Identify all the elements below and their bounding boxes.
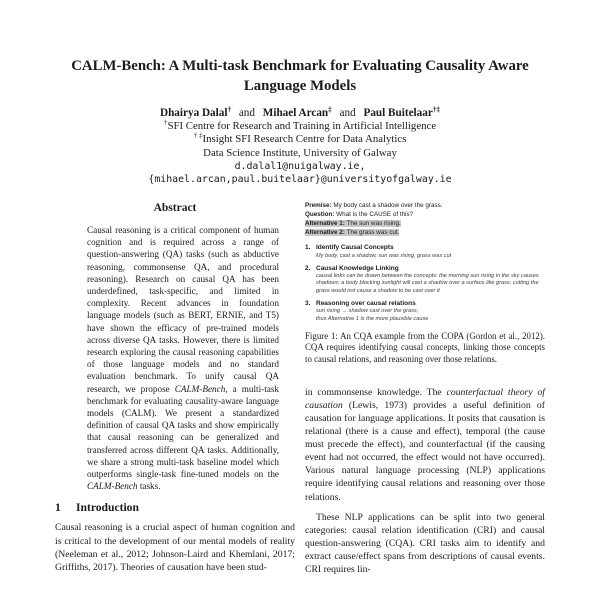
affiliation-1: †SFI Centre for Research and Training in Artificial Intelligence xyxy=(163,118,437,132)
paper-title xyxy=(50,57,550,96)
abstract-heading: Abstract xyxy=(153,202,197,214)
figure-question-line: Question: What is the CAUSE of this? xyxy=(305,211,414,218)
figure-steps-list xyxy=(305,244,545,323)
author-3-affiliation-marker: †‡ xyxy=(432,105,440,114)
figure-step-3: 3. Reasoning over causal relations sun rising → shadow cast over the grass, thus Alternative 1 is the more plausible cause xyxy=(305,299,429,322)
body-paragraph-1: in commonsense knowledge. The counterfactual theory of causation (Lewis, 1973) provides a useful definition of causation for language applications. It posits that causation is relational (there is a cause and effect), temporal (the cause must precede the effect), and counterfactual (if the causing event had not occurred, the effect would not have occurred). Various natural language processing (NLP) applications require identifying causal relations and reasoning over those relations. xyxy=(305,386,545,503)
affiliation-2: † ‡Insight SFI Research Centre for Data Analytics xyxy=(193,131,407,146)
author-separator: and xyxy=(339,107,356,119)
title-line-1: CALM-Bench: A Multi-task Benchmark for Evaluating Causality Aware xyxy=(71,58,529,74)
section-number: 1 xyxy=(55,501,61,515)
step-2-title: Causal Knowledge Linking xyxy=(316,264,399,272)
title-line-2: Language Models xyxy=(243,77,357,94)
step-3-detail-line-1: sun rising → shadow cast over the grass, xyxy=(316,308,419,315)
step-2-detail: causal links can be drawn between the concepts: the morning sun rising in the sky causes shadows; a body blocking sunlight will cast a shadow over a surface like grass; cutting the grass would not cause a shadow to be cast over it xyxy=(316,273,539,294)
right-column xyxy=(305,196,545,576)
figure-alternative-1-line: Alternative 1: The sun was rising. xyxy=(305,220,401,227)
section-1-heading xyxy=(55,501,295,514)
step-3-detail-line-2: thus Alternative 1 is the more plausible cause xyxy=(316,315,429,322)
right-column-body xyxy=(305,386,545,576)
author-name-2: Mihael Arcan‡ xyxy=(262,105,332,119)
author-1-affiliation-marker: † xyxy=(227,105,232,114)
paper-header xyxy=(50,57,550,186)
step-1-detail: My body, cast a shadow, sun was rising, grass was cut xyxy=(316,252,452,259)
body-paragraph-2: These NLP applications can be split into two general categories: causal relation identification (CRI) and causal question-answering (CQA). CRI tasks aim to identify and extract cause/effect spans from descriptions of causal events. CRI requires lin- xyxy=(305,511,545,576)
affiliations-block xyxy=(50,120,550,160)
author-2-affiliation-marker: ‡ xyxy=(328,105,332,114)
affiliation-3: Data Science Institute, University of Galway xyxy=(203,146,397,159)
authors-line xyxy=(50,107,550,119)
figure-premise-line: Premise: My body cast a shadow over the grass. xyxy=(305,202,443,209)
author-name-3: Paul Buitelaar†‡ xyxy=(363,105,440,119)
author-separator: and xyxy=(238,107,255,119)
intro-paragraph: Causal reasoning is a crucial aspect of human cognition and is critical to the development of our mental models of reality (Neeleman et al., 2012; Johnson-Laird and Khemlani, 2017; Griffiths, 2017). Theories of causation have been stud- xyxy=(55,522,295,573)
email-line-2: {mihael.arcan,paul.buitelaar}@universityofgalway.ie xyxy=(148,173,452,185)
figure-step-1: 1. Identify Causal Concepts My body, cast a shadow, sun was rising, grass was cut xyxy=(305,244,452,259)
left-column xyxy=(55,196,295,574)
step-3-title: Reasoning over causal relations xyxy=(316,299,416,307)
step-1-title: Identify Causal Concepts xyxy=(316,244,394,251)
author-name-1: Dhairya Dalal† xyxy=(160,105,232,119)
figure-step-2: 2. Causal Knowledge Linking causal links can be drawn between the concepts: the morning sun rising in the sky causes shadows; a body blocking sunlight will cast a shadow over a surface like grass; cutting the grass would not cause a shadow to be cast over it xyxy=(305,265,545,295)
figure-1 xyxy=(305,201,545,323)
figure-1-caption: Figure 1: An CQA example from the COPA (Gordon et al., 2012). CQA requires identifying causal concepts, linking those concepts to causal relations, and reasoning over those relations. xyxy=(305,330,545,365)
figure-alternative-2-line: Alternative 2: The grass was cut. xyxy=(305,229,400,236)
abstract-text: Causal reasoning is a critical component of human cognition and is required across a range of question-answering (QA) tasks (such as abductive reasoning, commonsense QA, and procedural reasoning). Research on causal QA has been underdefined, task-specific, and limited in complexity. Recent advances in foundation language models (such as BERT, ERNIE, and T5) have shown the efficacy of pre-trained models across diverse QA tasks. However, there is limited research exploring the causal reasoning capabilities of those language models and no standard evaluation benchmark. To unify causal QA research, we propose CALM-Bench, a multi-task benchmark for evaluating causality-aware language models (CALM). We present a standardized definition of causal QA tasks and show empirically that causal reasoning can be generalized and transferred across different QA tasks. Additionally, we share a strong multi-task baseline model which outperforms single-task fine-tuned models on the CALM-Bench tasks. xyxy=(87,225,279,492)
section-title: Introduction xyxy=(76,501,139,515)
emails-block xyxy=(50,161,550,186)
email-line-1: d.dalal1@nuigalway.ie, xyxy=(234,161,366,173)
